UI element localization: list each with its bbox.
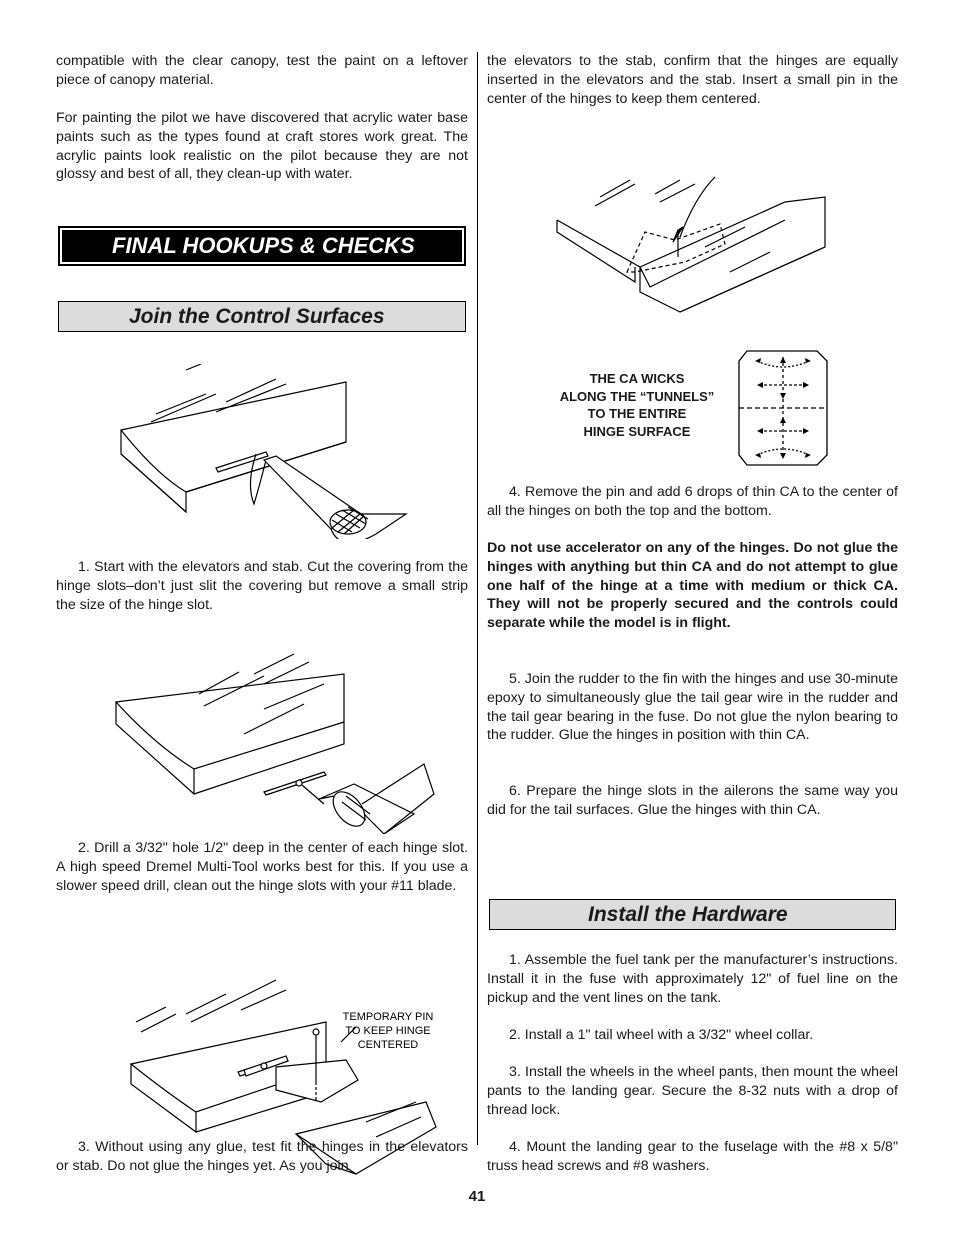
subsection-header-hardware: Install the Hardware: [489, 899, 896, 930]
section-title: FINAL HOOKUPS & CHECKS: [62, 230, 462, 262]
paragraph-hinge-centering: the elevators to the stab, confirm that the hinges are equally inserted in the elevators and the stab. Insert a small pin in the center of the hinges to keep them centered.: [487, 53, 898, 107]
step-6-text: 6. Prepare the hinge slots in the ailerons the same way you did for the tail surfaces. Glue the hinges with thin CA.: [487, 783, 898, 818]
hardware-step-2: 2. Install a 1" tail wheel with a 3/32" wheel collar.: [509, 1027, 814, 1043]
step-2-text: 2. Drill a 3/32" hole 1/2" deep in the center of each hinge slot. A high speed Dremel Multi-Tool works best for this. If you use a slower speed drill, clean out the hinge slots with your #11 blade.: [56, 840, 468, 894]
step-3-text: 3. Without using any glue, test fit the hinges in the elevators or stab. Do not glue the hinges yet. As you join: [56, 1139, 468, 1174]
ca-wicks-label: THE CA WICKS ALONG THE “TUNNELS” TO THE ENTIRE HINGE SURFACE: [559, 371, 715, 439]
figure-ca-tunnels: [737, 349, 829, 467]
warning-text: Do not use accelerator on any of the hinges. Do not glue the hinges with anything but thin CA and do not attempt to glue one half of the hinge at a time with medium or thick CA. They will not be properly secured and the controls could separate while the model is in flight.: [487, 540, 898, 632]
hardware-step-3: 3. Install the wheels in the wheel pants, then mount the wheel pants to the landing gear. Secure the 8-32 nuts with a drop of thread lock.: [487, 1064, 898, 1118]
paragraph-pilot-paint: For painting the pilot we have discovered that acrylic water base paints such as the types found at craft stores work great. The acrylic paints look realistic on the pilot because they are not glossy and best of all, they clean-up with water.: [56, 110, 468, 183]
page-number: 41: [468, 1188, 486, 1205]
figure-cut-covering: [116, 364, 416, 539]
section-header-final-hookups: [58, 226, 466, 266]
hardware-step-4: 4. Mount the landing gear to the fuselage with the #8 x 5/8" truss head screws and #8 washers.: [487, 1139, 898, 1174]
step-1-text: 1. Start with the elevators and stab. Cut the covering from the hinge slots–don’t just slit the covering but remove a small strip the size of the hinge slot.: [56, 559, 468, 613]
paragraph-canopy: compatible with the clear canopy, test the paint on a leftover piece of canopy material.: [56, 53, 468, 88]
hardware-step-1: 1. Assemble the fuel tank per the manufacturer’s instructions. Install it in the fuse with approximately 12" of fuel line on the pickup and the vent lines on the tank.: [487, 952, 898, 1006]
figure-drill-hinge: [114, 644, 444, 834]
subsection-header-join: Join the Control Surfaces: [58, 301, 466, 332]
column-divider: [477, 52, 478, 1145]
fig3-label-line3: CENTERED: [357, 1039, 419, 1051]
step-5-text: 5. Join the rudder to the fin with the hinges and use 30-minute epoxy to simultaneously glue the tail gear wire in the rudder and the tail gear bearing in the fuse. Do not glue the nylon bearing to the rudder. Glue the hinges in position with thin CA.: [487, 671, 898, 744]
figure-join-hinge-pin: [555, 172, 835, 342]
step-4-text: 4. Remove the pin and add 6 drops of thin CA to the center of all the hinges on both the top and the bottom.: [487, 484, 898, 519]
fig3-label-line2: TO KEEP HINGE: [345, 1025, 431, 1037]
fig3-label-line1: TEMPORARY PIN: [342, 1011, 434, 1023]
